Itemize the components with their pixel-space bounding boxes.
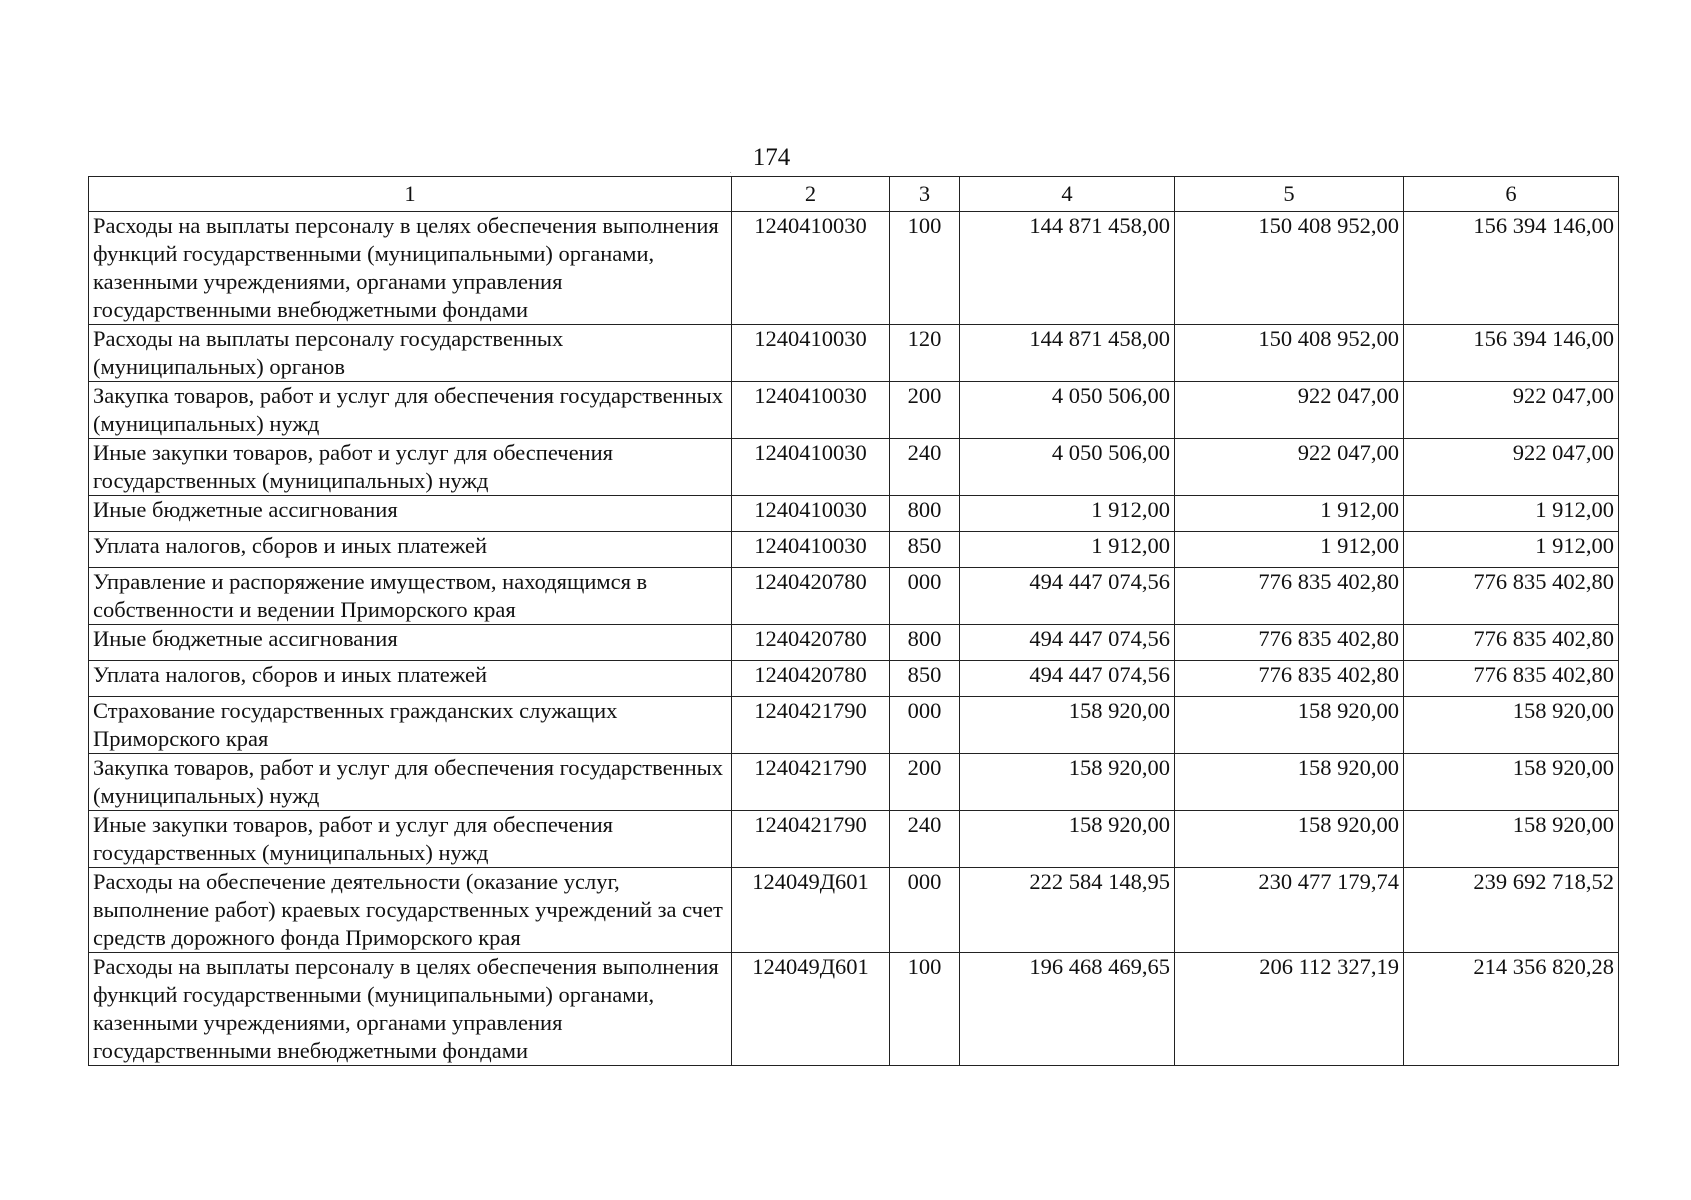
expense-name: Иные закупки товаров, работ и услуг для обеспечения государственных (муниципальных) нужд — [89, 439, 732, 496]
amount-col-6: 1 912,00 — [1404, 532, 1619, 568]
target-code: 1240410030 — [732, 325, 890, 382]
table-row — [89, 754, 1619, 811]
amount-col-5: 1 912,00 — [1175, 496, 1404, 532]
amount-col-6: 776 835 402,80 — [1404, 625, 1619, 661]
amount-col-5: 1 912,00 — [1175, 532, 1404, 568]
amount-col-4: 158 920,00 — [960, 754, 1175, 811]
amount-col-4: 1 912,00 — [960, 496, 1175, 532]
expense-name: Закупка товаров, работ и услуг для обеспечения государственных (муниципальных) нужд — [89, 754, 732, 811]
expense-type-code: 000 — [890, 568, 960, 625]
amount-col-5: 776 835 402,80 — [1175, 568, 1404, 625]
amount-col-5: 922 047,00 — [1175, 439, 1404, 496]
target-code: 124049Д601 — [732, 868, 890, 953]
expense-name: Управление и распоряжение имуществом, находящимся в собственности и ведении Приморского края — [89, 568, 732, 625]
amount-col-4: 158 920,00 — [960, 697, 1175, 754]
expense-type-code: 800 — [890, 625, 960, 661]
amount-col-6: 158 920,00 — [1404, 697, 1619, 754]
target-code: 1240421790 — [732, 811, 890, 868]
header-col-1: 1 — [89, 177, 732, 212]
expense-type-code: 240 — [890, 811, 960, 868]
target-code: 1240421790 — [732, 754, 890, 811]
expense-name: Уплата налогов, сборов и иных платежей — [89, 661, 732, 697]
header-col-6: 6 — [1404, 177, 1619, 212]
expense-type-code: 850 — [890, 661, 960, 697]
expense-type-code: 000 — [890, 697, 960, 754]
amount-col-5: 230 477 179,74 — [1175, 868, 1404, 953]
amount-col-5: 158 920,00 — [1175, 697, 1404, 754]
amount-col-6: 158 920,00 — [1404, 811, 1619, 868]
amount-col-4: 4 050 506,00 — [960, 439, 1175, 496]
table-row — [89, 325, 1619, 382]
amount-col-5: 922 047,00 — [1175, 382, 1404, 439]
amount-col-4: 158 920,00 — [960, 811, 1175, 868]
amount-col-6: 239 692 718,52 — [1404, 868, 1619, 953]
table-header — [89, 177, 1619, 212]
table-row — [89, 568, 1619, 625]
expense-type-code: 200 — [890, 382, 960, 439]
target-code: 1240420780 — [732, 661, 890, 697]
header-col-3: 3 — [890, 177, 960, 212]
amount-col-6: 922 047,00 — [1404, 382, 1619, 439]
table-body — [89, 212, 1619, 1066]
target-code: 1240410030 — [732, 382, 890, 439]
table-row — [89, 212, 1619, 325]
amount-col-4: 144 871 458,00 — [960, 212, 1175, 325]
expense-name: Расходы на выплаты персоналу в целях обеспечения выполнения функций государственными (муниципальными) органами, казенными учреждениями, органами управления государственными внебюджетными фондами — [89, 212, 732, 325]
amount-col-5: 150 408 952,00 — [1175, 212, 1404, 325]
amount-col-6: 922 047,00 — [1404, 439, 1619, 496]
expense-name: Уплата налогов, сборов и иных платежей — [89, 532, 732, 568]
expense-type-code: 100 — [890, 212, 960, 325]
amount-col-6: 776 835 402,80 — [1404, 661, 1619, 697]
expense-type-code: 000 — [890, 868, 960, 953]
amount-col-4: 144 871 458,00 — [960, 325, 1175, 382]
expense-type-code: 240 — [890, 439, 960, 496]
scan-speck — [730, 172, 731, 173]
amount-col-5: 158 920,00 — [1175, 811, 1404, 868]
page-number — [0, 144, 1691, 172]
table-row — [89, 439, 1619, 496]
expense-name: Расходы на выплаты персоналу государственных (муниципальных) органов — [89, 325, 732, 382]
target-code: 1240420780 — [732, 625, 890, 661]
header-col-4: 4 — [960, 177, 1175, 212]
amount-col-6: 158 920,00 — [1404, 754, 1619, 811]
table-row — [89, 625, 1619, 661]
amount-col-4: 494 447 074,56 — [960, 661, 1175, 697]
amount-col-6: 156 394 146,00 — [1404, 212, 1619, 325]
amount-col-5: 776 835 402,80 — [1175, 661, 1404, 697]
header-col-5: 5 — [1175, 177, 1404, 212]
target-code: 1240410030 — [732, 212, 890, 325]
expense-name: Закупка товаров, работ и услуг для обеспечения государственных (муниципальных) нужд — [89, 382, 732, 439]
amount-col-5: 776 835 402,80 — [1175, 625, 1404, 661]
target-code: 124049Д601 — [732, 953, 890, 1066]
expense-name: Иные бюджетные ассигнования — [89, 496, 732, 532]
target-code: 1240410030 — [732, 496, 890, 532]
target-code: 1240410030 — [732, 532, 890, 568]
amount-col-5: 158 920,00 — [1175, 754, 1404, 811]
expense-name: Иные закупки товаров, работ и услуг для обеспечения государственных (муниципальных) нужд — [89, 811, 732, 868]
table-row — [89, 811, 1619, 868]
amount-col-5: 206 112 327,19 — [1175, 953, 1404, 1066]
table-row — [89, 532, 1619, 568]
amount-col-6: 156 394 146,00 — [1404, 325, 1619, 382]
amount-col-4: 4 050 506,00 — [960, 382, 1175, 439]
expense-name: Расходы на обеспечение деятельности (оказание услуг, выполнение работ) краевых государственных учреждений за счет средств дорожного фонда Приморского края — [89, 868, 732, 953]
expense-name: Расходы на выплаты персоналу в целях обеспечения выполнения функций государственными (муниципальными) органами, казенными учреждениями, органами управления государственными внебюджетными фондами — [89, 953, 732, 1066]
table-row — [89, 382, 1619, 439]
table-row — [89, 661, 1619, 697]
amount-col-4: 222 584 148,95 — [960, 868, 1175, 953]
page-number-text: 174 — [752, 144, 791, 171]
table-row — [89, 697, 1619, 754]
expense-type-code: 200 — [890, 754, 960, 811]
target-code: 1240420780 — [732, 568, 890, 625]
amount-col-4: 196 468 469,65 — [960, 953, 1175, 1066]
table-row — [89, 953, 1619, 1066]
expense-type-code: 800 — [890, 496, 960, 532]
amount-col-6: 776 835 402,80 — [1404, 568, 1619, 625]
amount-col-6: 214 356 820,28 — [1404, 953, 1619, 1066]
target-code: 1240421790 — [732, 697, 890, 754]
amount-col-4: 1 912,00 — [960, 532, 1175, 568]
expense-type-code: 100 — [890, 953, 960, 1066]
expense-type-code: 120 — [890, 325, 960, 382]
expense-type-code: 850 — [890, 532, 960, 568]
amount-col-6: 1 912,00 — [1404, 496, 1619, 532]
table-row — [89, 868, 1619, 953]
budget-table — [88, 176, 1619, 1066]
amount-col-4: 494 447 074,56 — [960, 568, 1175, 625]
expense-name: Страхование государственных гражданских служащих Приморского края — [89, 697, 732, 754]
header-row — [89, 177, 1619, 212]
target-code: 1240410030 — [732, 439, 890, 496]
expense-name: Иные бюджетные ассигнования — [89, 625, 732, 661]
header-col-2: 2 — [732, 177, 890, 212]
amount-col-5: 150 408 952,00 — [1175, 325, 1404, 382]
amount-col-4: 494 447 074,56 — [960, 625, 1175, 661]
table-row — [89, 496, 1619, 532]
